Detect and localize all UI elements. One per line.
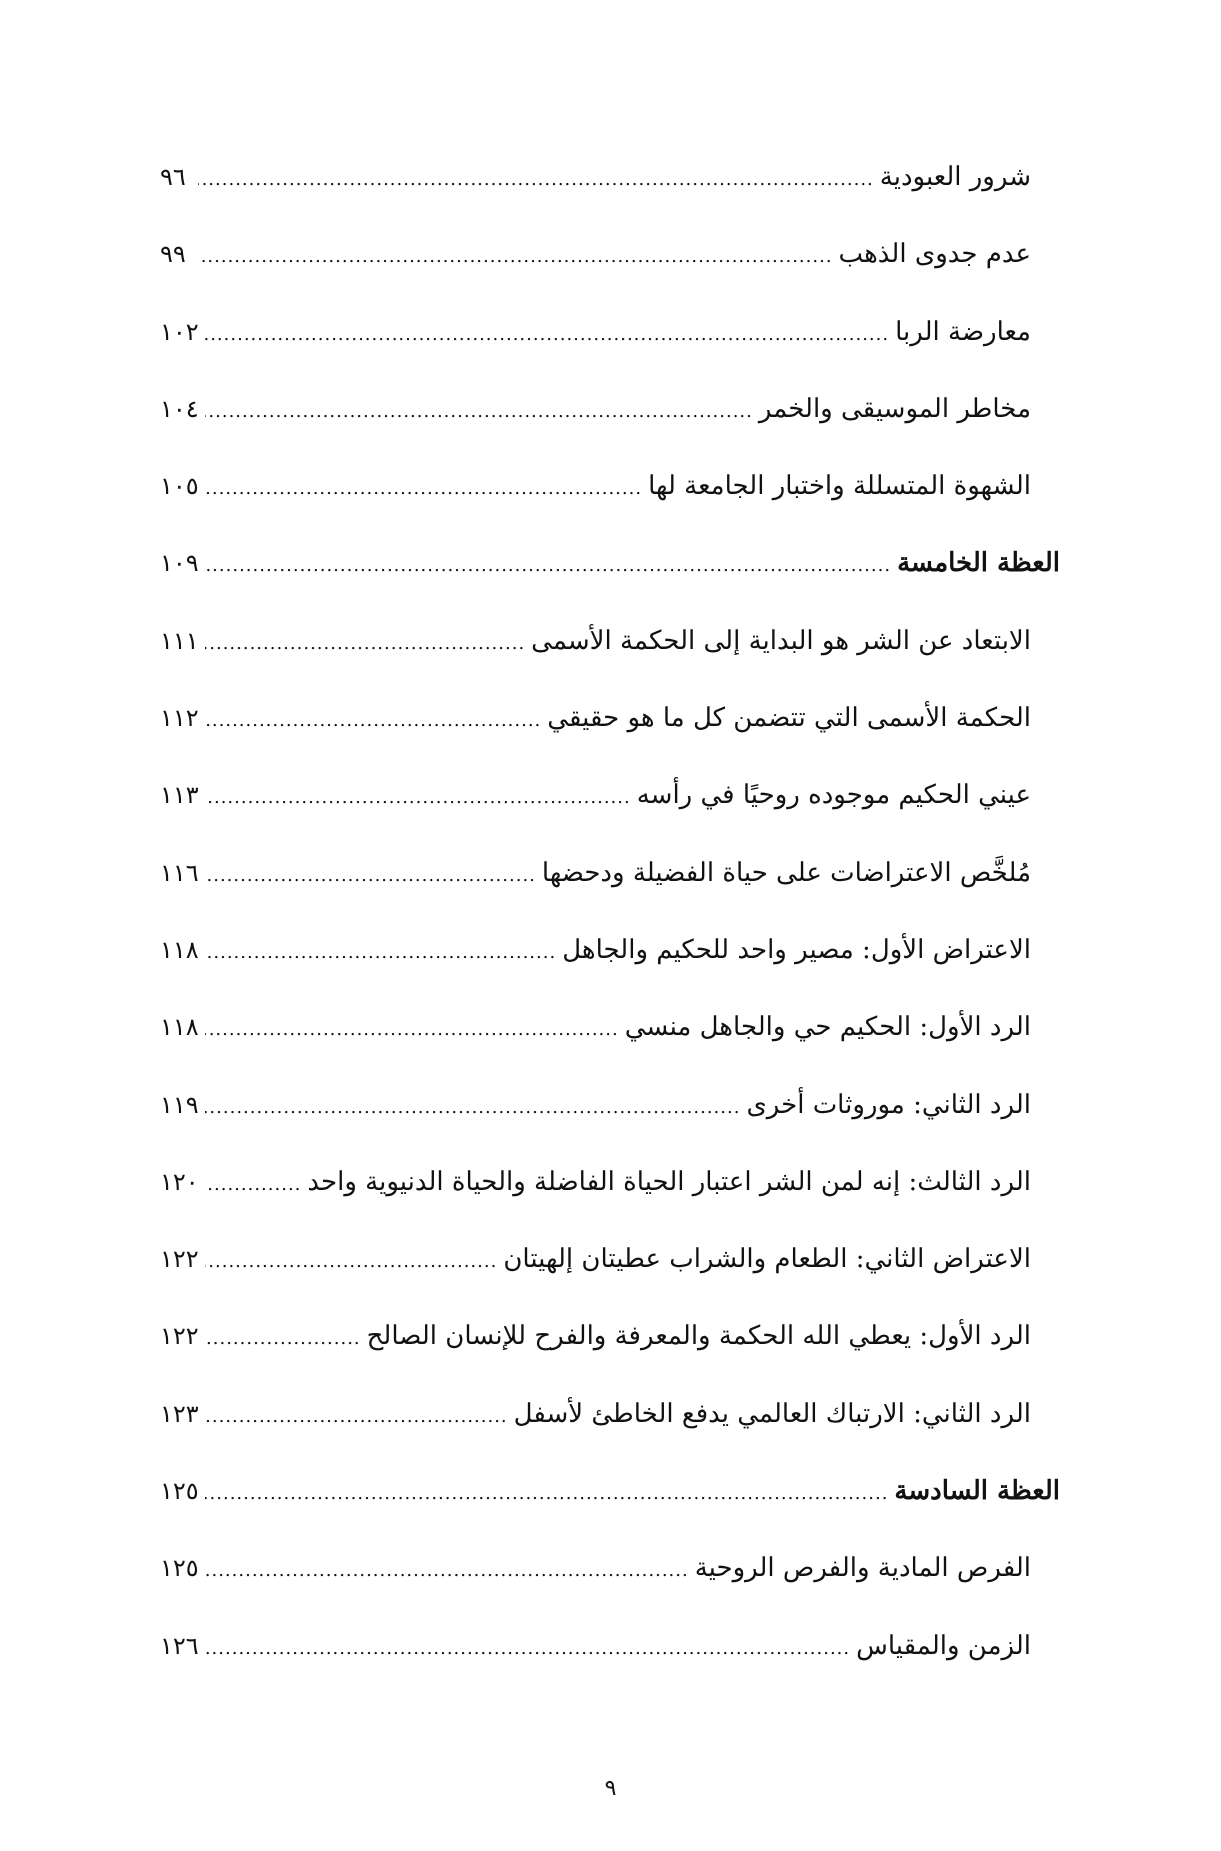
dot-leader bbox=[205, 1083, 741, 1133]
toc-entry-title: الرد الثاني: الارتباك العالمي يدفع الخاطئ لأسفل bbox=[513, 1398, 1031, 1429]
toc-entry bbox=[160, 1002, 1060, 1079]
toc-entry-page: ١٢٣ bbox=[160, 1399, 199, 1428]
toc-entry-page: ١٢٢ bbox=[160, 1245, 199, 1274]
toc-entry-page: ١١٣ bbox=[160, 781, 199, 810]
toc-entry bbox=[160, 461, 1060, 538]
toc-entry-page: ١٠٩ bbox=[160, 549, 199, 578]
toc-entry bbox=[160, 1543, 1060, 1620]
toc-entry-title: الاعتراض الثاني: الطعام والشراب عطيتان إلهيتان bbox=[503, 1244, 1031, 1275]
toc-section-entry bbox=[160, 1466, 1060, 1543]
dot-leader bbox=[205, 773, 631, 823]
toc-entry-page: ١٠٢ bbox=[160, 317, 199, 346]
toc-entry bbox=[160, 307, 1060, 384]
toc-entry-title: الشهوة المتسللة واختبار الجامعة لها bbox=[648, 471, 1031, 502]
toc-entry-page: ١٢٥ bbox=[160, 1477, 199, 1506]
toc-entry-page: ١١٨ bbox=[160, 935, 199, 964]
dot-leader bbox=[205, 1314, 361, 1364]
toc-entry-title: الحكمة الأسمى التي تتضمن كل ما هو حقيقي bbox=[547, 703, 1031, 734]
toc-entry-title: الفرص المادية والفرص الروحية bbox=[694, 1553, 1031, 1584]
toc-section-title: العظة الخامسة bbox=[897, 548, 1060, 579]
toc-entry-page: ١١٢ bbox=[160, 704, 199, 733]
toc-entry-page: ١٠٥ bbox=[160, 472, 199, 501]
table-of-contents bbox=[160, 152, 1060, 1698]
toc-entry bbox=[160, 384, 1060, 461]
toc-entry-page: ١١٩ bbox=[160, 1090, 199, 1119]
toc-entry bbox=[160, 848, 1060, 925]
toc-entry bbox=[160, 1080, 1060, 1157]
toc-entry-page: ١٢٢ bbox=[160, 1322, 199, 1351]
toc-entry-title: الرد الثالث: إنه لمن الشر اعتبار الحياة الفاضلة والحياة الدنيوية واحد bbox=[307, 1166, 1031, 1197]
dot-leader bbox=[205, 851, 536, 901]
dot-leader bbox=[205, 1392, 508, 1442]
toc-entry-title: مُلخَّص الاعتراضات على حياة الفضيلة ودحضها bbox=[541, 857, 1031, 888]
toc-entry bbox=[160, 925, 1060, 1002]
dot-leader bbox=[205, 1546, 689, 1596]
toc-entry-page: ١٢٥ bbox=[160, 1554, 199, 1583]
toc-section-title: العظة السادسة bbox=[894, 1476, 1060, 1507]
toc-entry bbox=[160, 1389, 1060, 1466]
dot-leader bbox=[198, 155, 874, 205]
toc-entry-page: ٩٩ bbox=[160, 240, 186, 269]
toc-entry-page: ١١٨ bbox=[160, 1013, 199, 1042]
dot-leader bbox=[205, 619, 526, 669]
dot-leader bbox=[205, 1237, 498, 1287]
dot-leader bbox=[205, 1160, 302, 1210]
dot-leader bbox=[205, 1624, 850, 1674]
toc-entry bbox=[160, 229, 1060, 306]
toc-entry-title: عدم جدوى الذهب bbox=[838, 239, 1031, 270]
toc-entry-page: ١١١ bbox=[160, 626, 199, 655]
dot-leader bbox=[205, 1469, 889, 1519]
dot-leader bbox=[205, 696, 542, 746]
toc-entry-page: ١٢٦ bbox=[160, 1631, 199, 1660]
toc-entry bbox=[160, 693, 1060, 770]
toc-entry-page: ١١٦ bbox=[160, 858, 199, 887]
toc-entry bbox=[160, 152, 1060, 229]
toc-entry-page: ١٠٤ bbox=[160, 394, 199, 423]
toc-entry bbox=[160, 1621, 1060, 1698]
toc-entry-title: الابتعاد عن الشر هو البداية إلى الحكمة الأسمى bbox=[531, 625, 1031, 656]
toc-entry-title: معارضة الربا bbox=[895, 316, 1031, 347]
toc-entry bbox=[160, 616, 1060, 693]
toc-entry-title: الزمن والمقياس bbox=[856, 1630, 1031, 1661]
dot-leader bbox=[205, 1005, 619, 1055]
toc-entry-page: ٩٦ bbox=[160, 163, 186, 191]
dot-leader bbox=[205, 464, 642, 514]
toc-entry bbox=[160, 1157, 1060, 1234]
toc-entry bbox=[160, 1234, 1060, 1311]
dot-leader bbox=[198, 232, 833, 282]
dot-leader bbox=[205, 310, 889, 360]
toc-entry-page: ١٢٠ bbox=[160, 1167, 199, 1196]
toc-section-entry bbox=[160, 538, 1060, 615]
toc-entry bbox=[160, 1311, 1060, 1388]
toc-entry-title: الرد الأول: الحكيم حي والجاهل منسي bbox=[624, 1012, 1031, 1043]
toc-entry-title: الرد الثاني: موروثات أخرى bbox=[746, 1089, 1031, 1120]
toc-entry-title: الاعتراض الأول: مصير واحد للحكيم والجاهل bbox=[562, 934, 1031, 965]
toc-entry-title: عيني الحكيم موجوده روحيًا في رأسه bbox=[636, 780, 1031, 811]
toc-entry bbox=[160, 770, 1060, 847]
toc-entry-title: شرور العبودية bbox=[879, 162, 1031, 192]
toc-entry-title: الرد الأول: يعطي الله الحكمة والمعرفة والفرح للإنسان الصالح bbox=[366, 1321, 1031, 1352]
dot-leader bbox=[205, 928, 557, 978]
toc-entry-title: مخاطر الموسيقى والخمر bbox=[758, 393, 1031, 424]
dot-leader bbox=[205, 387, 753, 437]
page-number: ٩ bbox=[604, 1776, 617, 1801]
dot-leader bbox=[205, 541, 891, 591]
